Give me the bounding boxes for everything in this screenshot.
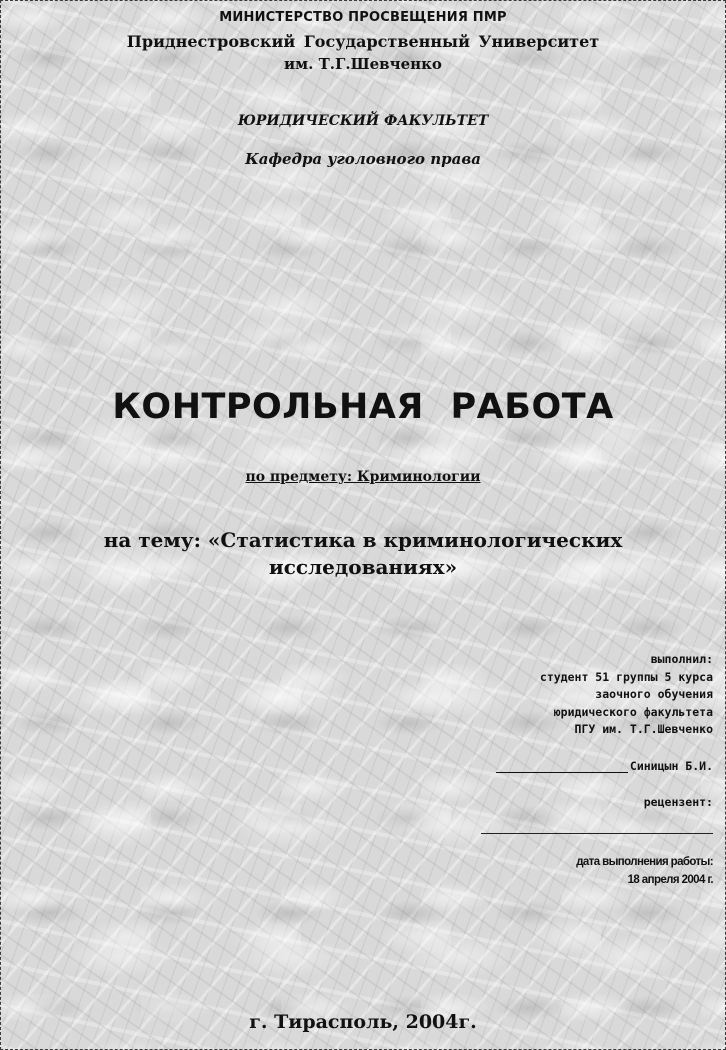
- completion-date-block: [576, 853, 713, 889]
- author-signature: [496, 759, 713, 773]
- reviewer-blank-line: [481, 833, 713, 834]
- subject-line: по предмету: Криминологии: [245, 469, 481, 485]
- topic-line-2: исследованиях»: [268, 555, 458, 579]
- completion-date: 18 апреля 2004 г.: [627, 874, 713, 886]
- author-line-3: юридического факультета: [553, 704, 713, 719]
- university-name: Приднестровский Государственный Университет: [126, 32, 600, 51]
- topic-heading: [1, 527, 725, 581]
- author-line-4: ПГУ им. Т.Г.Шевченко: [574, 722, 713, 736]
- completion-date-label: дата выполнения работы:: [576, 856, 713, 868]
- author-line-2: заочного обучения: [595, 687, 713, 701]
- ministry-heading: МИНИСТЕРСТВО ПРОСВЕЩЕНИЯ ПМР: [219, 10, 507, 25]
- reviewer-label: рецензент:: [643, 795, 713, 809]
- signature-blank-line: [496, 772, 628, 773]
- department-name: Кафедра уголовного права: [245, 150, 481, 168]
- performed-label: выполнил:: [650, 652, 713, 666]
- topic-line-1: на тему: «Статистика в криминологических: [103, 528, 623, 552]
- author-name: Синицын Б.И.: [629, 759, 713, 773]
- author-line-1: студент 51 группы 5 курса: [539, 669, 713, 684]
- author-block: [453, 651, 713, 739]
- document-type-title: КОНТРОЛЬНАЯ РАБОТА: [112, 387, 614, 427]
- university-named-after: им. Т.Г.Шевченко: [284, 55, 442, 73]
- city-year: г. Тирасполь, 2004г.: [249, 1011, 477, 1033]
- faculty-name: ЮРИДИЧЕСКИЙ ФАКУЛЬТЕТ: [237, 113, 489, 129]
